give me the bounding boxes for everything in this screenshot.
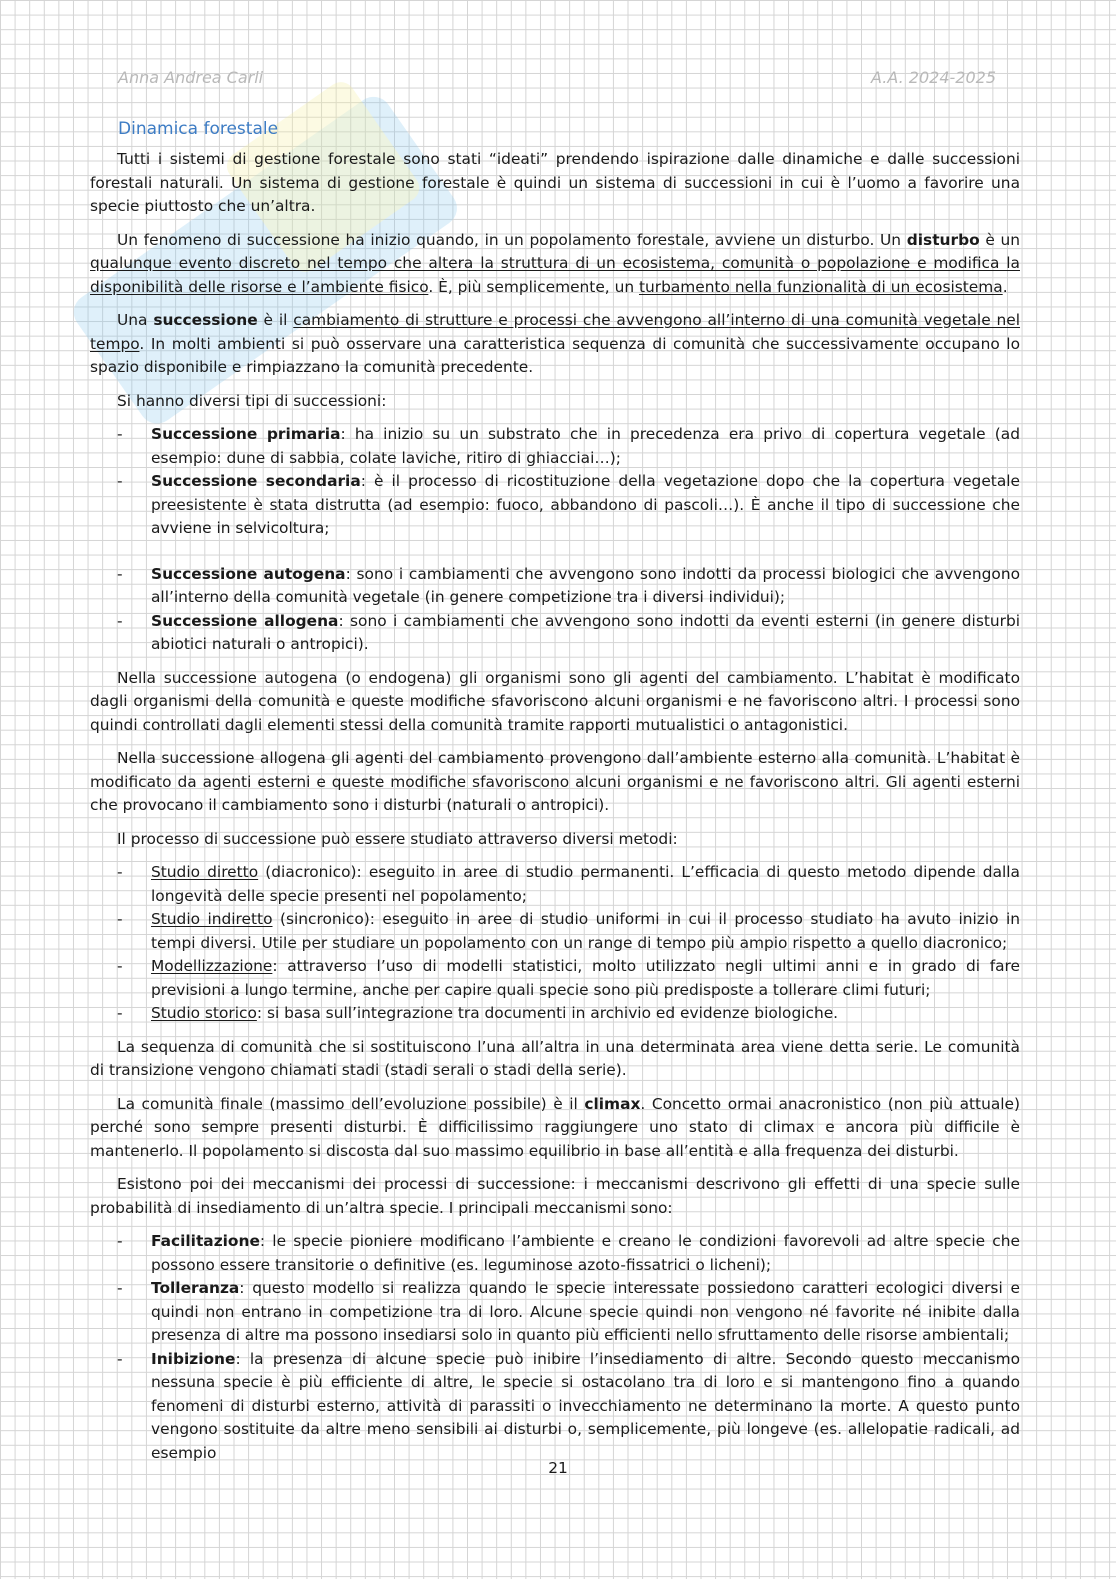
paragraph-mechanisms-intro: Esistono poi dei meccanismi dei processi di successione: i meccanismi descrivono gli effetti di una specie sulle probabilità di insediamento di un’altra specie. I principali meccanismi sono:: [90, 1175, 1020, 1217]
list-item: - Successione allogena: sono i cambiamenti che avvengono sono indotti da eventi esterni (in genere disturbi abiotici naturali o antropici).: [90, 610, 1020, 657]
definition-successione: cambiamento di strutture e processi che avvengono all’interno di una comunità vegetale nel tempo: [90, 311, 1021, 353]
page-number: 21: [548, 1459, 568, 1477]
list-item: - Successione autogena: sono i cambiamenti che avvengono sono indotti da processi biologici che avvengono all’interno della comunità vegetale (in genere competizione tra i diversi individui);: [90, 563, 1020, 610]
paragraph-methods-intro: Il processo di successione può essere studiato attraverso diversi metodi:: [117, 829, 678, 848]
list-item: - Studio indiretto (sincronico): eseguito in aree di studio uniformi in cui il processo studiato ha avuto inizio in tempi diversi. Utile per studiare un popolamento con un range di tempo più ampio rispetto a quello diacronico;: [90, 908, 1020, 955]
paragraph-allogena: Nella successione allogena gli agenti del cambiamento provengono dall’ambiente esterno alla comunità. L’habitat è modificato da agenti esterni e queste modifiche sfavoriscono alcuni organismi e ne favoriscono altri. Gli agenti esterni che provocano il cambiamento sono i disturbi (naturali o antropici).: [90, 749, 1020, 814]
list-item: - Inibizione: la presenza di alcune specie può inibire l’insediamento di altre. Secondo questo meccanismo nessuna specie è più efficiente di altre, le specie si ostacolano tra di loro e si mantengono fino a quando fenomeni di disturbi esterno, attività di parassiti o invecchiamento ne determinano la morte. A questo punto vengono sostituite da altre meno sensibili ai disturbi o, semplicemente, più longeve (es. allelopatie radicali, ad esempio: [90, 1348, 1020, 1466]
paragraph-successione: Una successione è il cambiamento di strutture e processi che avvengono all’interno di una comunità vegetale nel tempo. In molti ambienti si può osservare una caratteristica sequenza di comunità che successivamente occupano lo spazio disponibile e rimpiazzano la comunità precedente.: [90, 311, 1021, 376]
list-item: - Successione secondaria: è il processo di ricostituzione della vegetazione dopo che la copertura vegetale preesistente è stata distrutta (ad esempio: fuoco, abbandono di pascoli…). È anche il tipo di successione che avviene in selvicoltura;: [90, 470, 1020, 541]
paragraph-serie: La sequenza di comunità che si sostituiscono l’una all’altra in una determinata area viene detta serie. Le comunità di transizione vengono chiamati stadi (stadi serali o stadi della serie).: [90, 1037, 1020, 1079]
section-title: Dinamica forestale: [118, 119, 279, 139]
list-item: - Modellizzazione: attraverso l’uso di modelli statistici, molto utilizzato negli ultimi anni e in grado di fare previsioni a lungo termine, anche per capire quali specie sono più predisposte a tollerare climi futuri;: [90, 955, 1020, 1002]
list-item: - Facilitazione: le specie pioniere modificano l’ambiente e creano le condizioni favorevoli ad altre specie che possono essere transitorie o definitive (es. leguminose azoto-fissatrici o licheni);: [90, 1230, 1020, 1277]
term-climax: climax: [584, 1094, 641, 1113]
paragraph-climax: La comunità finale (massimo dell’evoluzione possibile) è il climax. Concetto ormai anacronistico (non più attuale) perché sono sempre presenti disturbi. È difficilissimo raggiungere uno stato di climax e ancora più difficile è mantenerlo. Il popolamento si discosta dal suo massimo equilibrio in base all’entità e alla frequenza dei disturbi.: [90, 1094, 1020, 1160]
list-mechanisms: [90, 1230, 1020, 1465]
list-item: - Studio diretto (diacronico): eseguito in aree di studio permanenti. L’efficacia di questo metodo dipende dalla longevità delle specie presenti nel popolamento;: [90, 861, 1020, 908]
list-succession-types: [90, 423, 1020, 541]
term-disturbo: disturbo: [906, 230, 980, 249]
definition-turbamento: turbamento nella funzionalità di un ecosistema: [638, 277, 1003, 296]
paragraph-disturbo: Un fenomeno di successione ha inizio quando, in un popolamento forestale, avviene un disturbo. Un disturbo è un qualunque evento discreto nel tempo che altera la struttura di un ecosistema, comunità o popolazione e modifica la disponibilità delle risorse e l’ambiente fisico. È, più semplicemente, un turbamento nella funzionalità di un ecosistema.: [90, 230, 1020, 296]
paragraph-types-intro: Si hanno diversi tipi di successioni:: [117, 391, 387, 410]
definition-disturbo: qualunque evento discreto nel tempo che altera la struttura di un ecosistema, comunità o popolazione e modifica la disponibilità delle risorse e l’ambiente fisico: [90, 254, 1020, 296]
page-header: [118, 68, 996, 90]
paragraph-intro: Tutti i sistemi di gestione forestale sono stati “ideati” prendendo ispirazione dalle dinamiche e dalle successioni forestali naturali. Un sistema di gestione forestale è quindi un sistema di successioni in cui è l’uomo a favorire una specie piuttosto che un’altra.: [90, 150, 1020, 215]
term-successione: successione: [153, 311, 258, 329]
list-study-methods: [90, 861, 1020, 1026]
paragraph-autogena: Nella successione autogena (o endogena) gli organismi sono gli agenti del cambiamento. L’habitat è modificato dagli organismi della comunità e queste modifiche sfavoriscono alcuni organismi e ne favoriscono altri. I processi sono quindi controllati dagli elementi stessi della comunità tramite rapporti mutualistici o antagonistici.: [90, 668, 1020, 734]
list-item: - Tolleranza: questo modello si realizza quando le specie interessate possiedono caratteri ecologici diversi e quindi non entrano in competizione tra di loro. Alcune specie quindi non vengono né favorite né inibite dalla presenza di altre ma possono insediarsi solo in quanto più efficienti nello sfruttamento delle risorse ambientali;: [90, 1277, 1020, 1348]
list-item: - Studio storico: si basa sull’integrazione tra documenti in archivio ed evidenze biologiche.: [90, 1002, 1020, 1026]
list-succession-origin: [90, 563, 1020, 657]
list-item: - Successione primaria: ha inizio su un substrato che in precedenza era privo di copertura vegetale (ad esempio: dune di sabbia, colate laviche, ritiro di ghiacciai…);: [90, 423, 1020, 470]
header-author: Anna Andrea Carli: [118, 68, 264, 87]
header-year: A.A. 2024-2025: [871, 68, 996, 87]
page-content: [90, 116, 1020, 1475]
